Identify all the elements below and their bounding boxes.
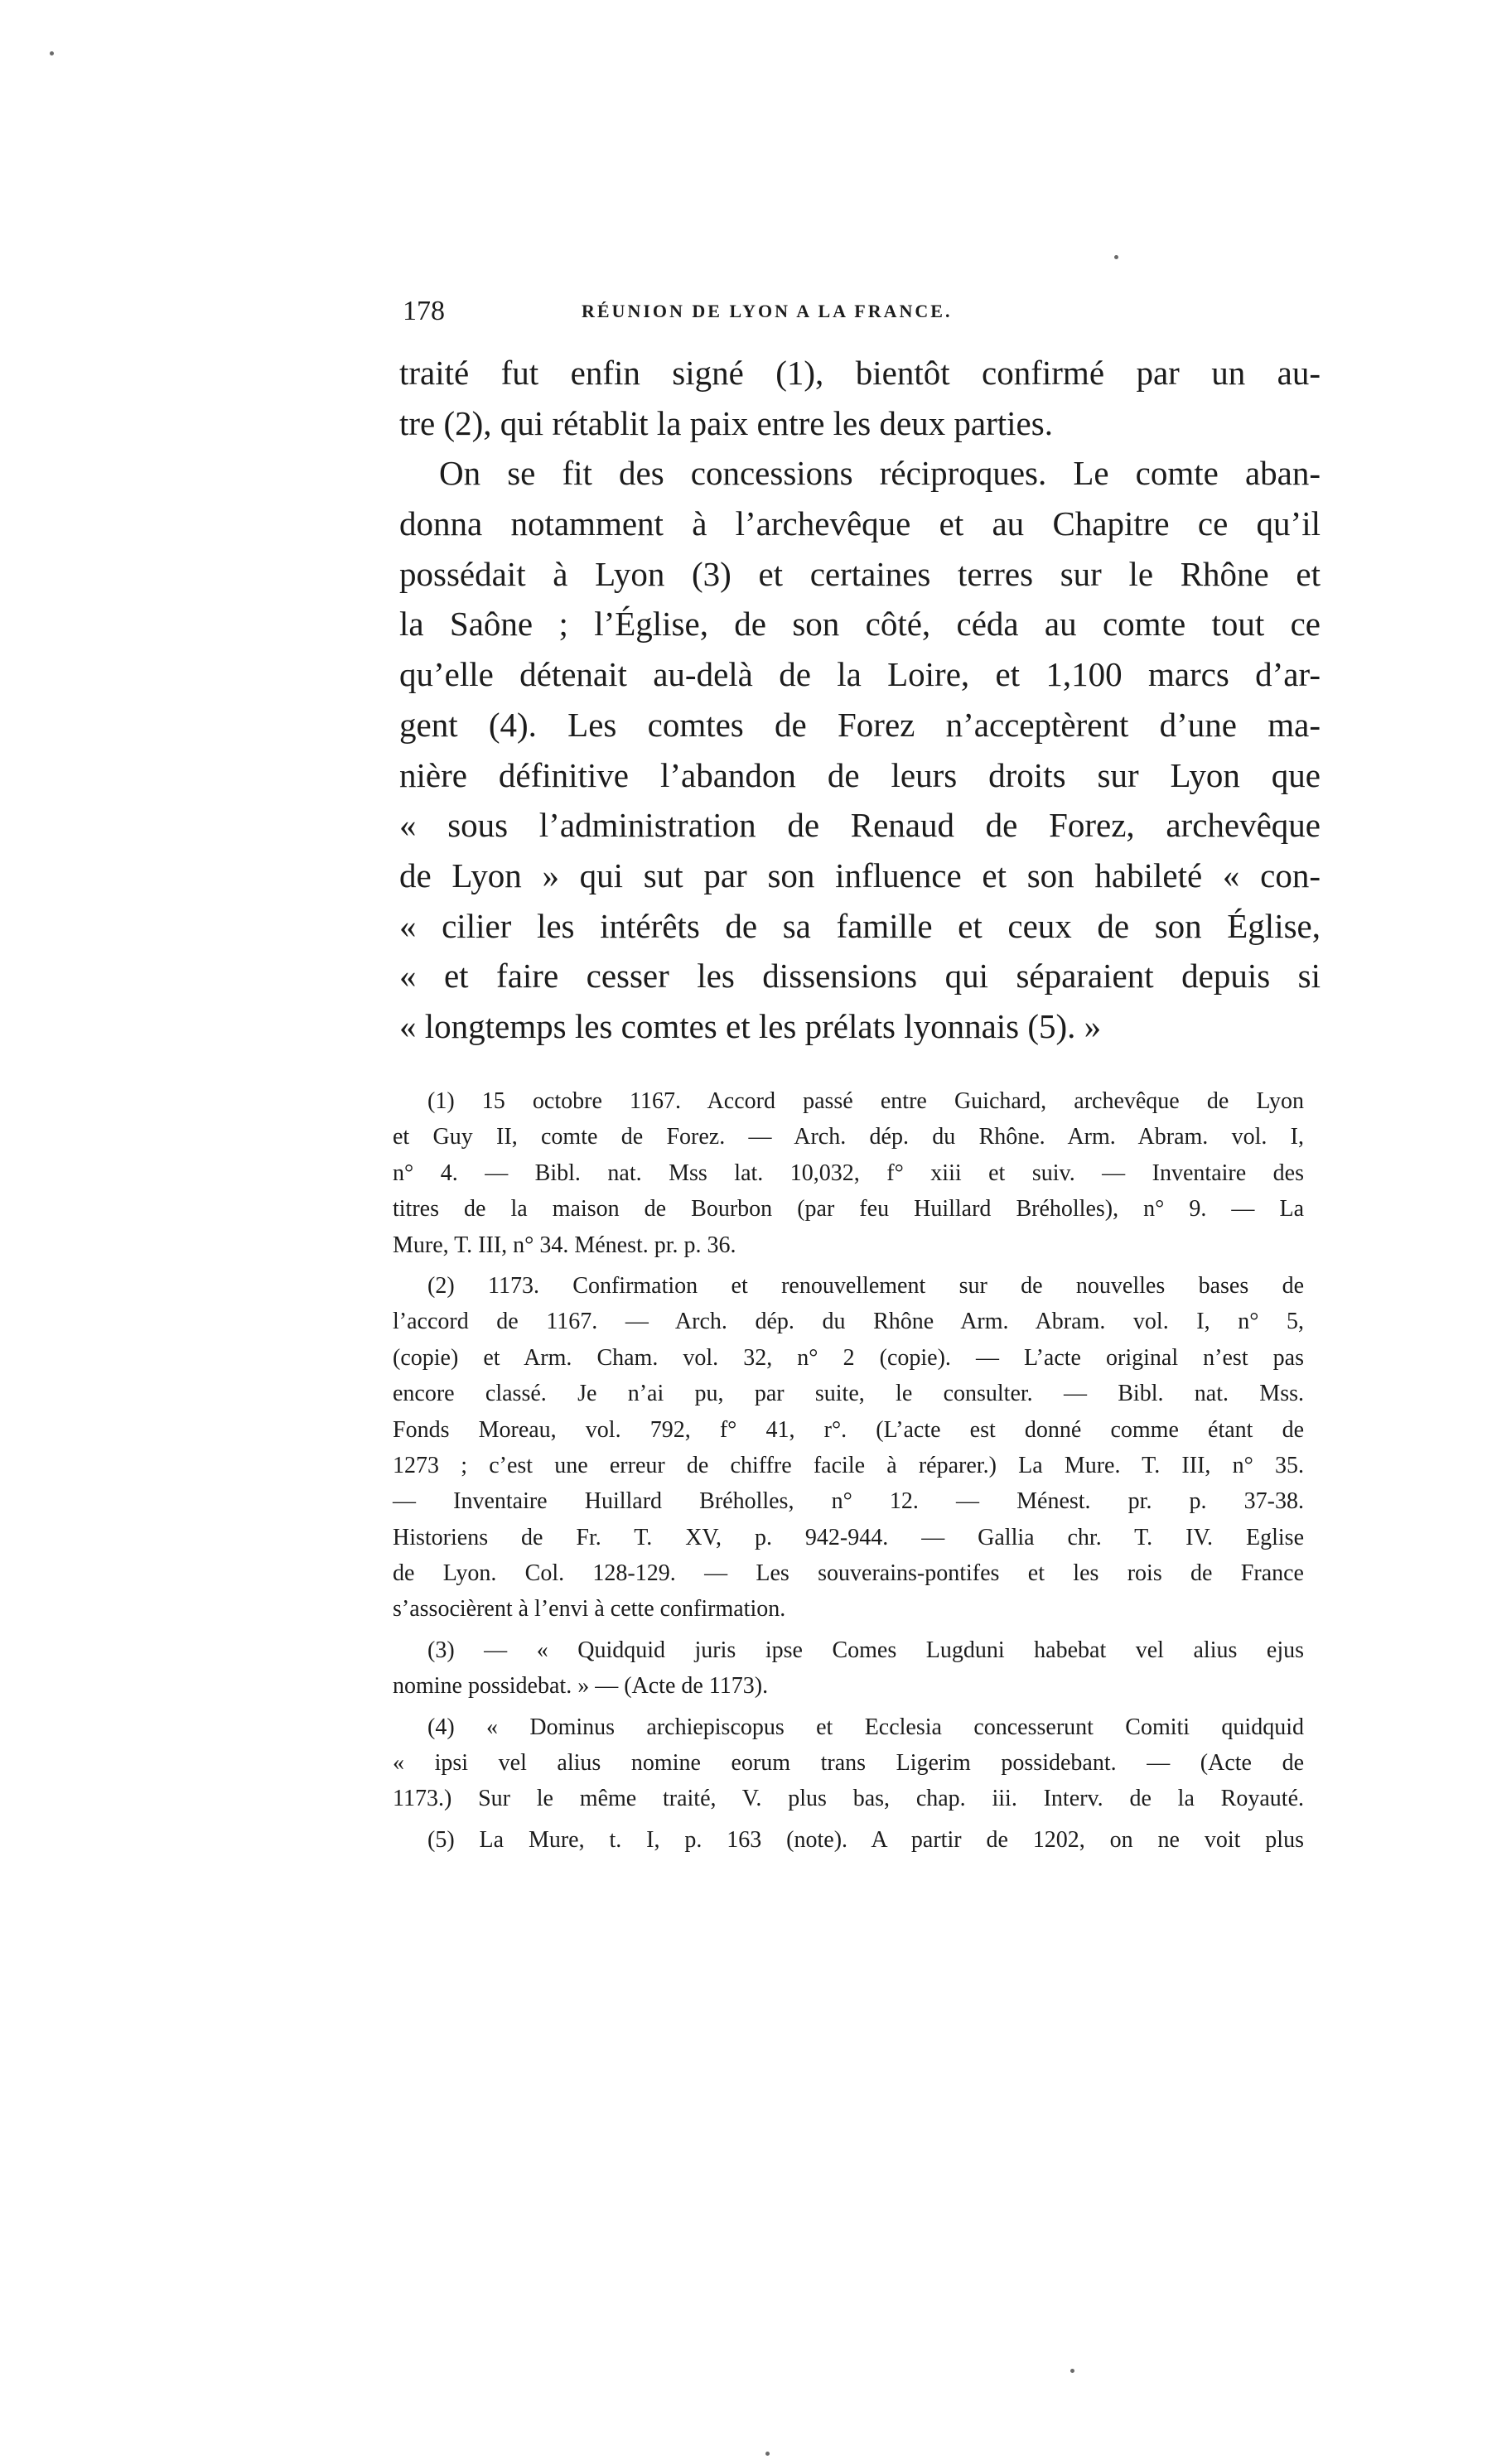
footnote-line: et Guy II, comte de Forez. — Arch. dép. du Rhône. Arm. Abram. vol. I, — [393, 1124, 1304, 1150]
footnote-line: — Inventaire Huillard Bréholles, n° 12. — Ménest. pr. p. 37-38. — [393, 1488, 1304, 1515]
footnote-line: (5) La Mure, t. I, p. 163 (note). A partir de 1202, on ne voit plus — [427, 1826, 1304, 1853]
text-line: nière définitive l’abandon de leurs droits sur Lyon que — [399, 755, 1321, 794]
print-speck — [1070, 2369, 1074, 2373]
print-speck — [765, 2452, 770, 2456]
footnote-line: Fonds Moreau, vol. 792, f° 41, r°. (L’acte est donné comme étant de — [393, 1416, 1304, 1443]
footnote-2 — [393, 1268, 1304, 1627]
text-line: traité fut enfin signé (1), bientôt confirmé par un au- — [399, 354, 1321, 392]
footnote-line: 1273 ; c’est une erreur de chiffre facile à réparer.) La Mure. T. III, n° 35. — [393, 1452, 1304, 1478]
footnote-line: (1) 15 octobre 1167. Accord passé entre Guichard, archevêque de Lyon — [427, 1088, 1304, 1114]
text-line: donna notamment à l’archevêque et au Chapitre ce qu’il — [399, 504, 1321, 543]
page-number: 178 — [403, 296, 445, 326]
footnote-line: (4) « Dominus archiepiscopus et Ecclesia concesserunt Comiti quidquid — [427, 1714, 1304, 1740]
footnote-line: nomine possidebat. » — (Acte de 1173). — [393, 1673, 769, 1700]
text-line: « longtemps les comtes et les prélats lyonnais (5). » — [399, 1006, 1102, 1045]
text-line: On se fit des concessions réciproques. Le comte aban- — [439, 454, 1321, 493]
footnote-line: « ipsi vel alius nomine eorum trans Ligerim possidebant. — (Acte de — [393, 1750, 1304, 1777]
footnote-1 — [393, 1083, 1304, 1263]
text-line: gent (4). Les comtes de Forez n’acceptèrent d’une ma- — [399, 705, 1321, 744]
print-speck — [50, 51, 54, 55]
text-line: la Saône ; l’Église, de son côté, céda au comte tout ce — [399, 605, 1321, 644]
running-title: RÉUNION DE LYON A LA FRANCE. — [582, 301, 953, 321]
print-speck — [1114, 255, 1118, 259]
text-line: tre (2), qui rétablit la paix entre les deux parties. — [399, 403, 1053, 442]
footnote-line: n° 4. — Bibl. nat. Mss lat. 10,032, f° xiii et suiv. — Inventaire des — [393, 1160, 1304, 1186]
text-line: possédait à Lyon (3) et certaines terres sur le Rhône et — [399, 554, 1321, 593]
footnote-line: Mure, T. III, n° 34. Ménest. pr. p. 36. — [393, 1232, 736, 1258]
footnote-line: s’associèrent à l’envi à cette confirmation. — [393, 1596, 786, 1623]
footnote-line: titres de la maison de Bourbon (par feu Huillard Bréholles), n° 9. — La — [393, 1196, 1304, 1222]
footnote-line: 1173.) Sur le même traité, V. plus bas, chap. iii. Interv. de la Royauté. — [393, 1786, 1304, 1812]
text-line: « sous l’administration de Renaud de Forez, archevêque — [399, 806, 1321, 845]
footnote-line: de Lyon. Col. 128-129. — Les souverains-pontifes et les rois de France — [393, 1560, 1304, 1587]
footnote-4 — [393, 1709, 1304, 1817]
text-line: « et faire cesser les dissensions qui séparaient depuis si — [399, 957, 1321, 996]
text-line: « cilier les intérêts de sa famille et ceux de son Église, — [399, 906, 1321, 945]
footnote-5 — [393, 1822, 1304, 1858]
footnote-line: l’accord de 1167. — Arch. dép. du Rhône Arm. Abram. vol. I, n° 5, — [393, 1309, 1304, 1335]
footnote-line: Historiens de Fr. T. XV, p. 942-944. — Gallia chr. T. IV. Eglise — [393, 1524, 1304, 1550]
body-text — [399, 348, 1321, 1052]
footnote-line: encore classé. Je n’ai pu, par suite, le consulter. — Bibl. nat. Mss. — [393, 1381, 1304, 1407]
footnotes — [393, 1083, 1304, 1858]
footnote-3 — [393, 1632, 1304, 1705]
footnote-line: (2) 1173. Confirmation et renouvellement sur de nouvelles bases de — [427, 1272, 1304, 1299]
footnote-line: (copie) et Arm. Cham. vol. 32, n° 2 (copie). — L’acte original n’est pas — [393, 1344, 1304, 1371]
text-line: de Lyon » qui sut par son influence et son habileté « con- — [399, 856, 1321, 894]
page-header — [403, 295, 1306, 328]
footnote-line: (3) — « Quidquid juris ipse Comes Lugduni habebat vel alius ejus — [427, 1637, 1304, 1663]
text-line: qu’elle détenait au-delà de la Loire, et 1,100 marcs d’ar- — [399, 655, 1321, 694]
